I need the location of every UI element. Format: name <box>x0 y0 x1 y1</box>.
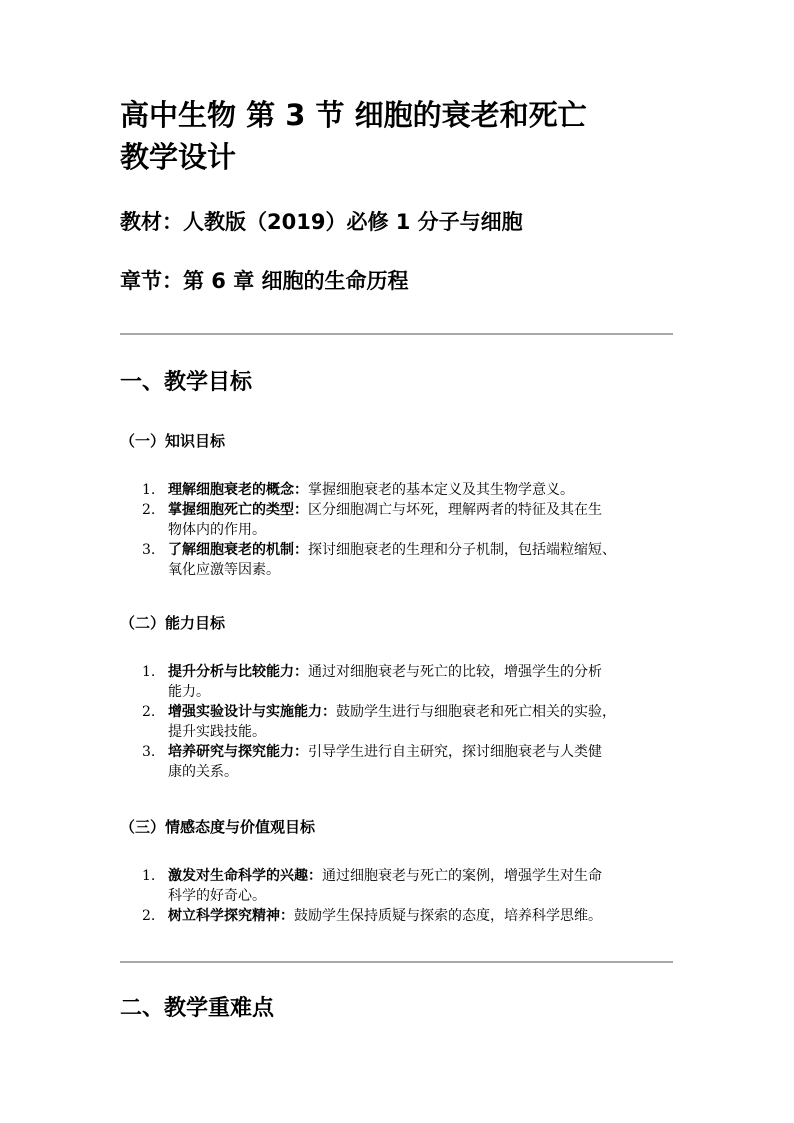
list-item: 3. 了解细胞衰老的机制：探讨细胞衰老的生理和分子机制，包括端粒缩短、 氧化应激等因素。 <box>142 542 616 578</box>
title-line-1: 高中生物 第 3 节 细胞的衰老和死亡 <box>120 98 587 132</box>
list-item: 1. 激发对生命科学的兴趣：通过细胞衰老与死亡的案例，增强学生对生命 科学的好奇心。 <box>142 868 602 904</box>
ability-list <box>142 662 682 782</box>
divider-2 <box>120 961 673 963</box>
title-line-2: 教学设计 <box>120 140 237 174</box>
values-list <box>142 866 682 926</box>
document-title <box>120 94 680 178</box>
list-item: 1. 提升分析与比较能力：通过对细胞衰老与死亡的比较，增强学生的分析 能力。 <box>142 664 602 700</box>
textbook-info: 教材：人教版（2019）必修 1 分子与细胞 <box>120 210 523 234</box>
divider-1 <box>120 333 673 335</box>
list-item: 2. 增强实验设计与实施能力：鼓励学生进行与细胞衰老和死亡相关的实验， 提升实践技能。 <box>142 704 616 740</box>
list-item: 1. 理解细胞衰老的概念：掌握细胞衰老的基本定义及其生物学意义。 <box>142 482 574 498</box>
subheading-knowledge: （一）知识目标 <box>120 432 226 450</box>
list-item: 3. 培养研究与探究能力：引导学生进行自主研究，探讨细胞衰老与人类健 康的关系。 <box>142 744 602 780</box>
section-heading-key-points: 二、教学重难点 <box>120 996 275 1021</box>
chapter-info: 章节：第 6 章 细胞的生命历程 <box>120 269 409 293</box>
subheading-ability: （二）能力目标 <box>120 614 226 632</box>
knowledge-list <box>142 480 682 580</box>
section-heading-objectives: 一、教学目标 <box>120 370 253 395</box>
subheading-values: （三）情感态度与价值观目标 <box>120 818 316 836</box>
list-item: 2. 掌握细胞死亡的类型：区分细胞凋亡与坏死，理解两者的特征及其在生 物体内的作用。 <box>142 502 602 538</box>
list-item: 2. 树立科学探究精神：鼓励学生保持质疑与探索的态度，培养科学思维。 <box>142 908 602 924</box>
